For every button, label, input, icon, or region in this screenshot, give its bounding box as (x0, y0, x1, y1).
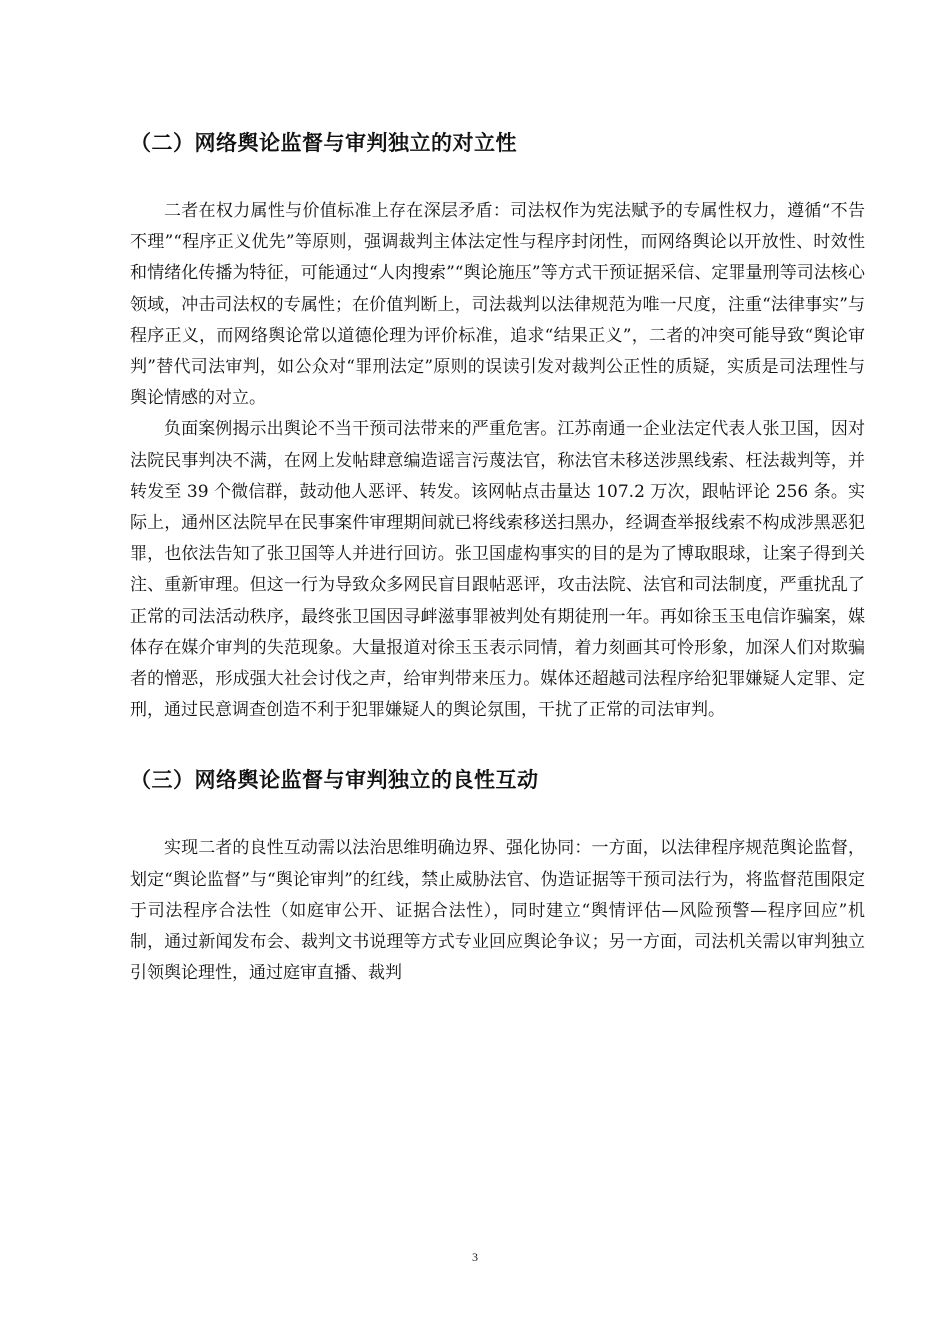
section2-paragraph-1: 二者在权力属性与价值标准上存在深层矛盾：司法权作为宪法赋予的专属性权力，遵循“不告不理”“程序正义优先”等原则，强调裁判主体法定性与程序封闭性，而网络舆论以开放性、时效性和情绪化传播为特征，可能通过“人肉搜索”“舆论施压”等方式干预证据采信、定罪量刑等司法核心领域，冲击司法权的专属性；在价值判断上，司法裁判以法律规范为唯一尺度，注重“法律事实”与程序正义，而网络舆论常以道德伦理为评价标准，追求“结果正义”，二者的冲突可能导致“舆论审判”替代司法审判，如公众对“罪刑法定”原则的误读引发对裁判公正性的质疑，实质是司法理性与舆论情感的对立。 (130, 201, 865, 409)
section3-paragraph-1: 实现二者的良性互动需以法治思维明确边界、强化协同：一方面，以法律程序规范舆论监督，划定“舆论监督”与“舆论审判”的红线，禁止威胁法官、伪造证据等干预司法行为，将监督范围限定于司法程序合法性（如庭审公开、证据合法性），同时建立“舆情评估—风险预警—程序回应”机制，通过新闻发布会、裁判文书说理等方式专业回应舆论争议；另一方面，司法机关需以审判独立引领舆论理性，通过庭审直播、裁判 (130, 838, 865, 984)
page-content (130, 118, 865, 989)
section-heading-2: （二）网络舆论监督与审判独立的对立性 (130, 131, 517, 155)
page-number: 3 (472, 1250, 478, 1264)
section2-paragraph-2: 负面案例揭示出舆论不当干预司法带来的严重危害。江苏南通一企业法定代表人张卫国，因对法院民事判决不满，在网上发帖肆意编造谣言污蔑法官，称法官未移送涉黑线索、枉法裁判等，并转发至 39 个微信群，鼓动他人恶评、转发。该网帖点击量达 107.2 万次，跟帖评论 256 条。实际上，通州区法院早在民事案件审理期间就已将线索移送扫黑办，经调查举报线索不构成涉黑恶犯罪，也依法告知了张卫国等人并进行回访。张卫国虚构事实的目的是为了博取眼球，让案子得到关注、重新审理。但这一行为导致众多网民盲目跟帖恶评，攻击法院、法官和司法制度，严重扰乱了正常的司法活动秩序，最终张卫国因寻衅滋事罪被判处有期徒刑一年。再如徐玉玉电信诈骗案，媒体存在媒介审判的失范现象。大量报道对徐玉玉表示同情，着力刻画其可怜形象，加深人们对欺骗者的憎恶，形成强大社会讨伐之声，给审判带来压力。媒体还超越司法程序给犯罪嫌疑人定罪、定刑，通过民意调查创造不利于犯罪嫌疑人的舆论氛围，干扰了正常的司法审判。 (130, 419, 865, 721)
section-heading-3: （三）网络舆论监督与审判独立的良性互动 (130, 768, 539, 793)
